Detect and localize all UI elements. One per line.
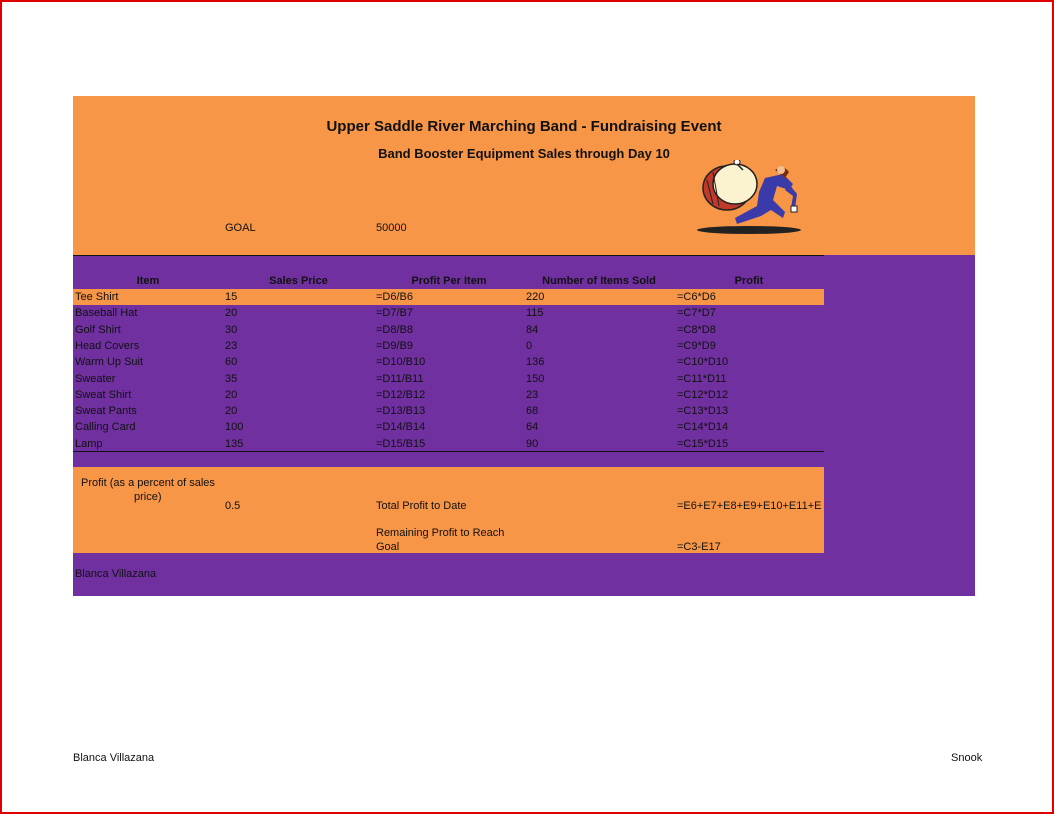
items-sold: 150 <box>526 372 545 385</box>
profit-percent-label-line1: Profit (as a percent of sales <box>81 477 215 489</box>
item-name: Tee Shirt <box>75 291 119 303</box>
item-name: Sweater <box>75 372 116 385</box>
sales-price: 35 <box>225 372 238 385</box>
profit-per-item: =D15/B15 <box>376 437 426 450</box>
header-divider <box>73 255 824 256</box>
col-header-profit-per-item: Profit Per Item <box>411 275 487 287</box>
sales-price: 20 <box>225 307 238 320</box>
profit-percent-label-line2: price) <box>134 491 162 503</box>
spreadsheet-print-area <box>73 96 975 596</box>
sales-price: 23 <box>225 339 238 352</box>
col-header-profit: Profit <box>734 275 764 287</box>
table-row <box>73 419 824 435</box>
items-sold: 84 <box>526 323 539 336</box>
profit-formula: =C14*D14 <box>677 421 729 434</box>
total-profit-label: Total Profit to Date <box>376 500 467 512</box>
item-name: Sweat Shirt <box>75 388 132 401</box>
item-name: Calling Card <box>75 421 136 434</box>
sales-price: 20 <box>225 405 238 418</box>
remaining-profit-label-line2: Goal <box>376 541 400 553</box>
table-row <box>73 289 824 305</box>
items-sold: 23 <box>526 388 539 401</box>
items-sold: 220 <box>526 291 545 303</box>
profit-formula: =C15*D15 <box>677 437 729 450</box>
table-row <box>73 403 824 419</box>
items-sold: 64 <box>526 421 539 434</box>
col-header-item: Item <box>136 275 160 287</box>
item-name: Head Covers <box>75 339 140 352</box>
table-bottom-border <box>73 451 824 452</box>
profit-formula: =C12*D12 <box>677 388 729 401</box>
remaining-profit-label-line1: Remaining Profit to Reach <box>376 527 505 539</box>
sales-price: 15 <box>225 291 238 303</box>
col-header-sales-price: Sales Price <box>269 275 328 287</box>
goal-value: 50000 <box>376 222 407 234</box>
table-row <box>73 322 824 338</box>
goal-label: GOAL <box>225 222 256 234</box>
drummer-clipart-icon <box>697 160 813 236</box>
profit-per-item: =D11/B11 <box>376 372 424 385</box>
profit-per-item: =D8/B8 <box>376 323 413 336</box>
profit-per-item: =D10/B10 <box>376 356 426 369</box>
profit-per-item: =D6/B6 <box>376 291 413 303</box>
item-name: Golf Shirt <box>75 323 121 336</box>
profit-formula: =C6*D6 <box>677 291 716 303</box>
items-sold: 115 <box>526 307 544 320</box>
profit-formula: =C9*D9 <box>677 339 716 352</box>
remaining-profit-formula: =C3-E17 <box>677 541 721 553</box>
item-name: Warm Up Suit <box>75 356 144 369</box>
profit-per-item: =D12/B12 <box>376 388 426 401</box>
item-name: Lamp <box>75 437 103 450</box>
profit-formula: =C10*D10 <box>677 356 729 369</box>
profit-formula: =C7*D7 <box>677 307 716 320</box>
table-row <box>73 387 824 403</box>
table-row <box>73 371 824 387</box>
items-sold: 136 <box>526 356 545 369</box>
table-row <box>73 338 824 354</box>
footer-right: Snook <box>951 752 983 764</box>
sales-price: 20 <box>225 388 238 401</box>
sales-price: 60 <box>225 356 238 369</box>
total-profit-formula: =E6+E7+E8+E9+E10+E11+E <box>677 500 822 512</box>
table-row <box>73 305 824 321</box>
footer-left: Blanca Villazana <box>73 752 155 764</box>
items-sold: 68 <box>526 405 539 418</box>
sheet-subtitle: Band Booster Equipment Sales through Day 10 <box>378 146 670 161</box>
profit-formula: =C11*D11 <box>677 372 727 385</box>
sheet-title: Upper Saddle River Marching Band - Fundraising Event <box>326 118 722 135</box>
table-row <box>73 354 824 370</box>
sales-price: 135 <box>225 437 244 450</box>
profit-percent-value: 0.5 <box>225 500 241 512</box>
profit-per-item: =D7/B7 <box>376 307 413 320</box>
item-name: Sweat Pants <box>75 405 137 418</box>
profit-per-item: =D14/B14 <box>376 421 426 434</box>
profit-formula: =C8*D8 <box>677 323 716 336</box>
items-sold: 90 <box>526 437 539 450</box>
col-header-items-sold: Number of Items Sold <box>542 275 656 287</box>
profit-formula: =C13*D13 <box>677 405 729 418</box>
profit-per-item: =D13/B13 <box>376 405 426 418</box>
profit-per-item: =D9/B9 <box>376 339 413 352</box>
sales-price: 100 <box>225 421 244 434</box>
item-name: Baseball Hat <box>75 307 138 320</box>
author-name: Blanca Villazana <box>75 568 157 580</box>
items-sold: 0 <box>526 339 533 352</box>
table-row <box>73 436 824 452</box>
sales-price: 30 <box>225 323 238 336</box>
